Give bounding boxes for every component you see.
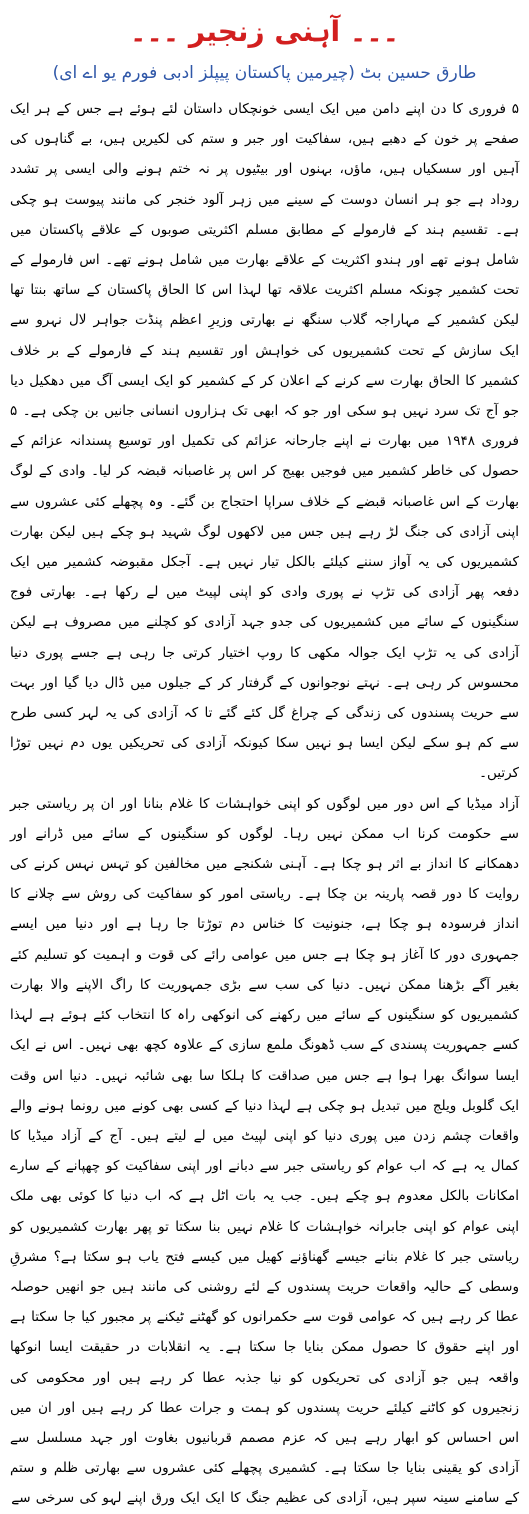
article-title: ۔۔۔ آہنی زنجیر ۔۔۔ — [129, 15, 400, 48]
article-paragraph-1: ۵ فروری کا دن اپنے دامن میں ایک ایسی خونچکاں داستان لئے ہوئے ہے جس کے ہر ایک صفحے پر خون کے دھبے ہیں، سفاکیت اور جبر و ستم کی لکیریں ہیں، بے گناہوں کی آہیں اور سسکیاں ہیں، ماؤں، بہنوں اور بیٹیوں پر نہ ختم ہونے والی ایسی پر تشدد روداد ہے جو ہر انسان دوست کے سینے میں زہر آلود خنجر کی مانند پیوست ہو چکی ہے۔ تقسیم ہند کے فارمولے کے مطابق مسلم اکثریتی صوبوں کے علاقے پاکستان میں شامل ہونے تھے اور ہندو اکثریت کے علاقے بھارت میں شامل ہونے تھے۔ اس فارمولے کے تحت کشمیر چونکہ مسلم اکثریت علاقہ تھا لہذا اس کا الحاق پاکستان کے ساتھ بنتا تھا لیکن کشمیر کے مہاراجہ گلاب سنگھ نے بھارتی وزیرِ اعظم پنڈت جواہر لال نہرو سے ایک سازش کے تحت کشمیریوں کی خواہش اور تقسیم ہند کے فارمولے کے بر خلاف کشمیر کا الحاق بھارت سے کرنے کے اعلان کر کے کشمیر کو ایک ایسی آگ میں دھکیل دیا جو آج تک سرد نہیں ہو سکی اور جو کہ ابھی تک ہزاروں انسانی جانیں بن چکی ہے۔ ۵ فروری ۱۹۴۸ میں بھارت نے اپنے جارحانہ عزائم کی تکمیل اور توسیع پسندانہ عزائم کے حصول کی خاطر کشمیر میں فوجیں بھیج کر اس پر غاصبانہ قبضہ کر لیا۔ وادی کے لوگ بھارت کے اس غاصبانہ قبضے کے خلاف سراپا احتجاج بن گئے۔ وہ پچھلے کئی عشروں سے اپنی آزادی کی جنگ لڑ رہے ہیں جس میں لاکھوں لوگ شہید ہو چکے ہیں لیکن بھارت کشمیریوں کی یہ آواز سننے کیلئے بالکل تیار نہیں ہے۔ آجکل مقبوضہ کشمیر میں ایک دفعہ پھر آزادی کی تڑپ نے پوری وادی کو اپنی لپیٹ میں لے رکھا ہے۔ بھارتی فوج سنگینوں کے سائے میں کشمیریوں کی جدو جہد آزادی کو کچلنے میں مصروف ہے لیکن آزادی کی یہ تڑپ ایک جوالہ مکھی کا روپ اختیار کرتی جا رہی ہے جسے پوری دنیا محسوس کر رہی ہے۔ نہتے نوجوانوں کے گرفتار کر کے جیلوں میں ڈال دیا گیا اور بہت سے حریت پسندوں کی زندگی کے چراغ گل کئے گئے تا کہ آزادی کی یہ لہر کسی طرح سے کم ہو سکے لیکن ایسا ہو نہیں سکا کیونکہ آزادی کی تحریکیں یوں دم نہیں توڑا کرتیں۔ — [10, 101, 519, 782]
article-paragraph-2: آزاد میڈیا کے اس دور میں لوگوں کو اپنی خواہشات کا غلام بنانا اور ان پر ریاستی جبر سے حکومت کرنا اب ممکن نہیں رہا۔ لوگوں کو سنگینوں کے سائے میں ڈرانے اور دھمکانے کا انداز بے اثر ہو چکا ہے۔ آہنی شکنجے میں مخالفین کو تہس نہس کرنے کی روایت کا دور قصہ پارینہ بن چکا ہے۔ ریاستی امور کو سفاکیت کی روش سے چلانے کا انداز فرسودہ ہو چکا ہے، جنونیت کا خناس دم توڑتا جا رہا ہے اور دنیا میں ایسے جمہوری دور کا آغاز ہو چکا ہے جس میں عوامی رائے کی قوت و اہمیت کو تسلیم کئے بغیر آگے بڑھنا ممکن نہیں۔ دنیا کی سب سے بڑی جمہوریت کا راگ الاپنے والا بھارت کشمیریوں کو سنگینوں کے سائے میں رکھنے کی انوکھی راہ کا انتخاب کئے ہوئے ہے لہذا کسے جمہوریت پسندی کے سب ڈھونگ ملمع سازی کے علاوہ کچھ بھی نہیں۔ اس نے ایک ایسا سوانگ بھرا ہوا ہے جس میں صداقت کا ہلکا سا بھی شائبہ نہیں۔ دنیا اس وقت ایک گلوبل ویلج میں تبدیل ہو چکی ہے لہذا دنیا کے کسی بھی کونے میں رونما ہونے والے واقعات چشم زدن میں پوری دنیا کو اپنی لپیٹ میں لے لیتے ہیں۔ آج کے آزاد میڈیا کا کمال یہ ہے کہ اب عوام کو ریاستی جبر سے دبانے اور اپنی سفاکیت کو چھپانے کے سارے امکانات بالکل معدوم ہو چکے ہیں۔ جب یہ بات اٹل ہے کہ اب دنیا کا کوئی بھی ملک اپنی عوام کو اپنی جابرانہ خواہشات کا غلام نہیں بنا سکتا تو پھر بھارت کشمیریوں کو ریاستی جبر کا غلام بنانے جیسے گھناؤنے کھیل میں کیسے فتح یاب ہو سکتا ہے؟ مشرقِ وسطی کے حالیہ واقعات حریت پسندوں کے لئے روشنی کی مانند ہیں جو انھیں حوصلہ عطا کر رہے ہیں کہ عوامی قوت سے حکمرانوں کو گھٹنے ٹیکنے پر مجبور کیا جا سکتا ہے اور اپنے حقوق کا حصول ممکن بنایا جا سکتا ہے۔ یہ انقلابات در حقیقت ایسا انوکھا واقعہ ہیں جو آزادی کی تحریکوں کو نیا جذبہ عطا کر رہے ہیں اور محکومی کی زنجیروں کو کاٹنے کیلئے حریت پسندوں کو ہمت و جرات عطا کر رہے ہیں اور ان میں اس احساس کو ابھار رہے ہیں کہ عزم مصمم قربانیوں بغاوت اور جہد مسلسل سے آزادی کو یقینی بنایا جا سکتا ہے۔ کشمیری پچھلے کئی عشروں سے بھارتی ظلم و ستم کے سامنے سینہ سپر ہیں، آزادی کی عظیم جنگ کا ایک ایک ورق اپنے لہو کی سرخی سے — [10, 795, 519, 1507]
article-byline: طارق حسین بٹ (چیرمین پاکستان پیپلز ادبی فورم یو اے ای) — [52, 63, 477, 83]
article-body — [8, 94, 521, 1514]
